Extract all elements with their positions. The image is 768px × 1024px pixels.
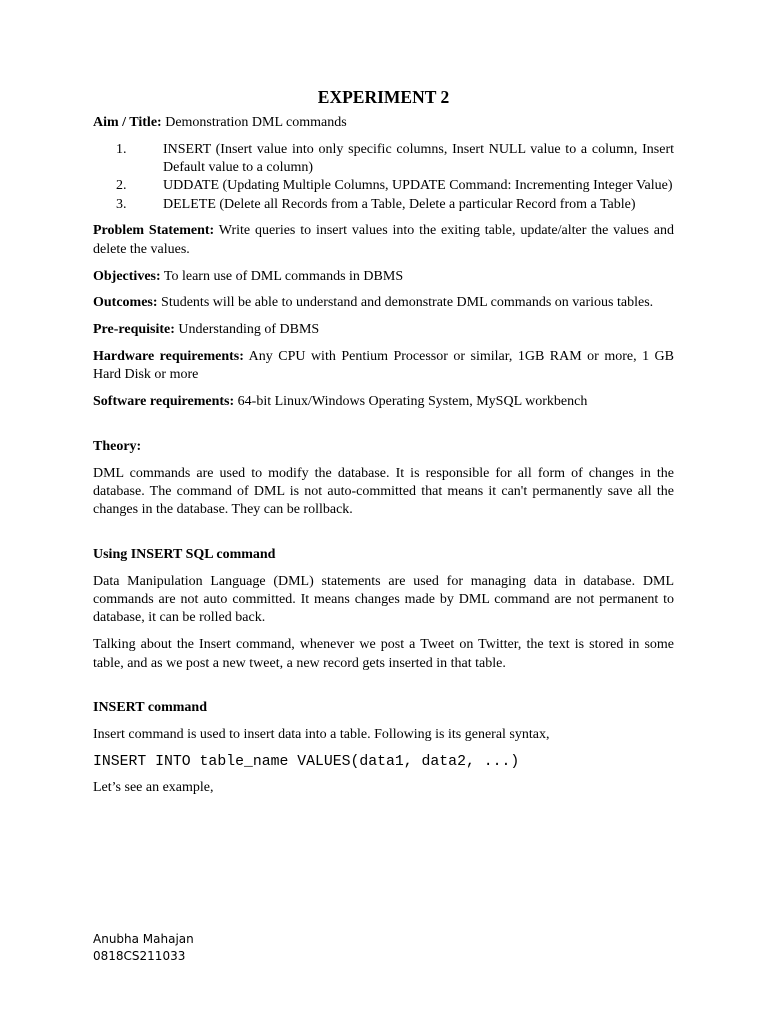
aim-text: Demonstration DML commands [161,115,347,130]
software-label: Software requirements: [93,394,235,410]
aim-list [93,141,674,214]
theory-paragraph: DML commands are used to modify the database. It is responsible for all form of changes in the database. The command of DML is not auto-committed that means it can't permanently save all the changes in the database. They can be rollback. [93,465,674,518]
footer-roll-number: 0818CS211033 [93,948,186,963]
objectives-label: Objectives: [93,268,161,284]
list-item-text: DELETE (Delete all Records from a Table, Delete a particular Record from a Table) [163,196,636,212]
prerequisite-text: Understanding of DBMS [174,322,320,338]
prerequisite-paragraph [93,321,674,339]
software-paragraph [93,393,674,411]
footer-author-name: Anubha Mahajan [93,932,194,946]
insert-command-paragraph: Insert command is used to insert data into a table. Following is its general syntax, [93,727,550,743]
document-body [93,86,674,806]
list-item [93,177,674,195]
spacer [93,681,674,699]
list-item [93,196,674,214]
problem-statement-text: Write queries to insert values into the exiting table, update/alter the values and delete the values. [93,223,675,257]
outcomes-label: Outcomes: [93,295,158,311]
problem-statement-paragraph [93,222,674,259]
prerequisite-label: Pre-requisite: [93,322,175,338]
objectives-paragraph [93,268,674,286]
list-item-text: UDDATE (Updating Multiple Columns, UPDATE Command: Incrementing Integer Value) [163,178,673,194]
page-title: EXPERIMENT 2 [317,87,450,107]
insert-example-paragraph: Let’s see an example, [93,779,214,795]
aim-paragraph [93,114,674,132]
software-text: 64-bit Linux/Windows Operating System, MySQL workbench [234,394,588,410]
list-item-number: 3. [116,196,127,212]
spacer [93,528,674,546]
problem-statement-label: Problem Statement: [93,223,215,239]
spacer [93,420,674,438]
outcomes-text: Students will be able to understand and demonstrate DML commands on various tables. [157,295,654,311]
aim-label: Aim / Title: [93,115,162,130]
theory-heading: Theory: [93,438,142,454]
list-item [93,141,674,178]
hardware-paragraph [93,348,674,385]
page-footer [93,931,194,964]
list-item-text: INSERT (Insert value into only specific columns, Insert NULL value to a column, Insert Default value to a column) [163,141,674,176]
insert-sql-paragraph: Talking about the Insert command, whenever we post a Tweet on Twitter, the text is stored in some table, and as we post a new tweet, a new record gets inserted in that table. [93,637,674,671]
insert-sql-paragraph: Data Manipulation Language (DML) statements are used for managing data in database. DML commands are not auto committed. It means changes made by DML command are not permanent to database, it can be rolled back. [93,573,674,626]
outcomes-paragraph [93,294,674,312]
insert-sql-heading: Using INSERT SQL command [93,547,276,563]
list-item-number: 2. [116,178,127,194]
objectives-text: To learn use of DML commands in DBMS [160,268,404,284]
list-item-number: 1. [116,141,127,157]
insert-command-heading: INSERT command [93,700,207,716]
insert-syntax-code: INSERT INTO table_name VALUES(data1, data2, ...) [93,753,520,770]
hardware-text: Any CPU with Pentium Processor or similar, 1GB RAM or more, 1 GB Hard Disk or more [93,348,675,383]
hardware-label: Hardware requirements: [93,348,244,364]
